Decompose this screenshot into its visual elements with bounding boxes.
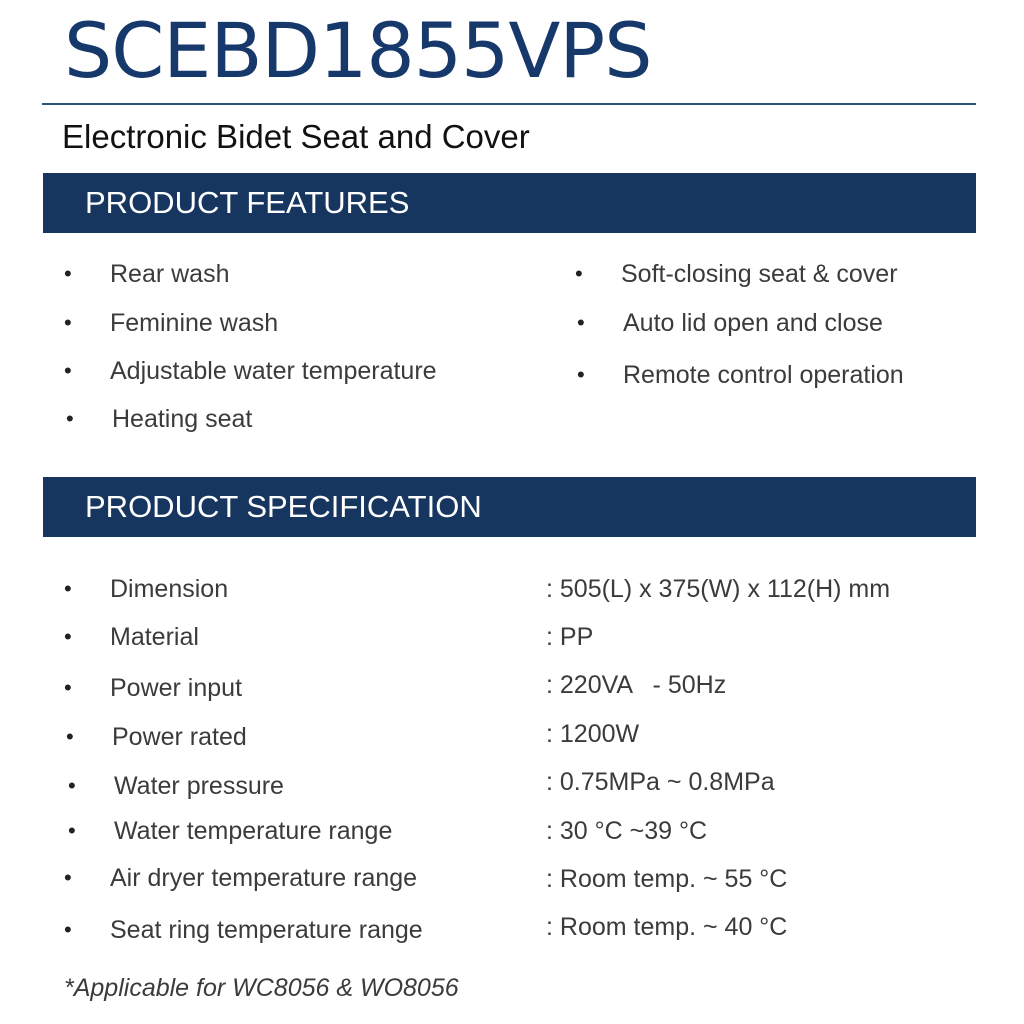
bullet-icon: • (64, 865, 72, 890)
bullet-icon: • (64, 261, 72, 286)
bullet-icon: • (64, 675, 72, 700)
spec-label: Seat ring temperature range (110, 916, 423, 944)
spec-label: Water temperature range (114, 817, 393, 845)
spec-value: : 0.75MPa ~ 0.8MPa (546, 768, 775, 796)
spec-value: : Room temp. ~ 55 °C (546, 865, 788, 893)
bullet-icon: • (64, 310, 72, 335)
spec-value: : 220VA - 50Hz (546, 671, 727, 699)
specification-header: PRODUCT SPECIFICATION (43, 477, 976, 537)
spec-value: : 505(L) x 375(W) x 112(H) mm (546, 575, 891, 603)
feature-item: Adjustable water temperature (110, 357, 437, 385)
spec-label: Material (110, 623, 199, 651)
spec-value: : PP (546, 623, 594, 651)
spec-label: Power rated (112, 723, 247, 751)
features-header: PRODUCT FEATURES (43, 173, 976, 233)
bullet-icon: • (577, 362, 585, 387)
model-title: SCEBD1855VPS (64, 6, 652, 95)
spec-label: Dimension (110, 575, 229, 603)
bullet-icon: • (64, 917, 72, 942)
spec-label: Power input (110, 674, 243, 702)
feature-item: Auto lid open and close (623, 309, 883, 337)
bullet-icon: • (64, 624, 72, 649)
bullet-icon: • (64, 358, 72, 383)
feature-item: Rear wash (110, 260, 230, 288)
spec-value: : Room temp. ~ 40 °C (546, 913, 788, 941)
spec-value: : 1200W (546, 720, 640, 748)
title-divider (42, 103, 976, 105)
bullet-icon: • (575, 261, 583, 286)
footnote: *Applicable for WC8056 & WO8056 (64, 974, 459, 1002)
bullet-icon: • (577, 310, 585, 335)
feature-item: Heating seat (112, 405, 253, 433)
bullet-icon: • (66, 724, 74, 749)
bullet-icon: • (68, 818, 76, 843)
feature-item: Feminine wash (110, 309, 279, 337)
bullet-icon: • (68, 773, 76, 798)
feature-item: Soft-closing seat & cover (621, 260, 898, 288)
spec-label: Water pressure (114, 772, 284, 800)
bullet-icon: • (64, 576, 72, 601)
feature-item: Remote control operation (623, 361, 904, 389)
spec-value: : 30 °C ~39 °C (546, 817, 708, 845)
spec-label: Air dryer temperature range (110, 864, 418, 892)
bullet-icon: • (66, 406, 74, 431)
product-subtitle: Electronic Bidet Seat and Cover (62, 118, 530, 155)
